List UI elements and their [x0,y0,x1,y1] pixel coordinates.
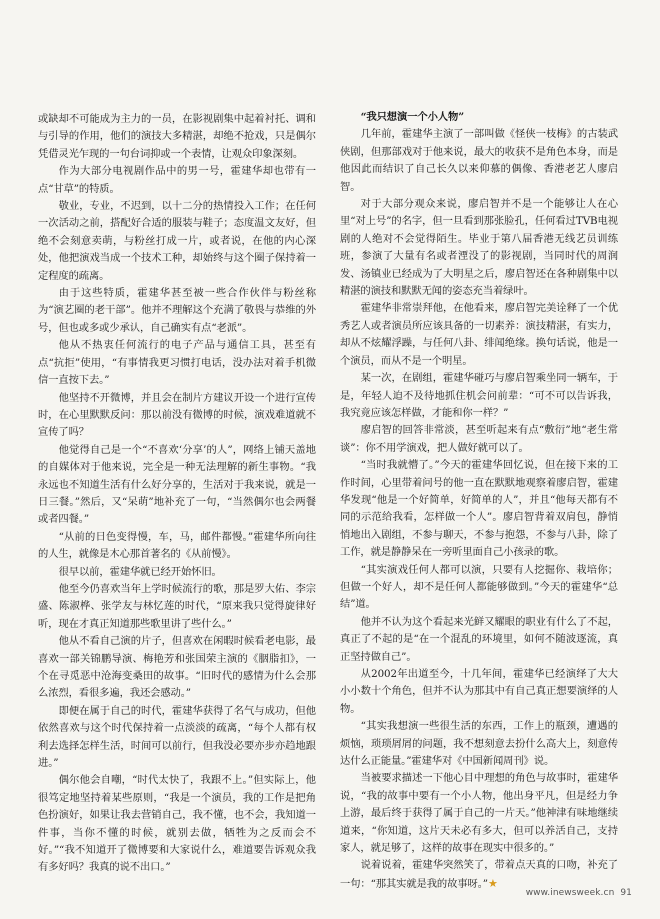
final-text: 说着说着，霍建华突然笑了，带着点天真的口吻，补充了一句：“那其实就是我的故事呀。” [340,859,618,890]
paragraph: 几年前，霍建华主演了一部叫做《怪侠一枝梅》的古装武侠剧，但那部戏对于他来说，最大的收获不是角色本身，而是他因此而结识了自己长久以来仰慕的偶像、香港老艺人廖启智。 [340,128,618,193]
paragraph: “从前的日色变得慢，车，马，邮件都慢。”霍建华所向往的人生，就像是木心那首著名的《从前慢》。 [38,530,316,561]
paragraph: 廖启智的回答非常淡，甚至听起来有点“敷衍”地“老生常谈”：你不用学演戏，把人做好就可以了。 [340,424,618,454]
paragraph: “其实演戏任何人都可以演，只要有人挖掘你、栽培你；但做一个好人，却不是任何人都能够做到。”今天的霍建华“总结”道。 [340,563,618,611]
site-url: www.inewsweek.cn [525,888,615,898]
paragraph: “当时我就懵了。”今天的霍建华回忆说，但在接下来的工作时间，心里带着问号的他一直在默默地观察着廖启智，霍建华发现“他是一个好简单，好简单的人”，并且“他每天都有不同的示范给我看，怎样做一个人”。廖启智背着双肩包，静悄悄地出入剧组，不参与聊天，不参与抱怨，不参与八卦，除了工作，就是静静呆在一旁听里面自己小孩录的歌。 [340,459,618,559]
paragraph: 从2002年出道至今，十几年间，霍建华已经演绎了大大小小数十个角色，但并不认为那其中有自己真正想要演绎的人物。 [340,668,618,715]
page-number: 91 [620,888,632,898]
paragraph: 很早以前，霍建华就已经开始怀旧。 [58,565,222,578]
paragraph: 作为大部分电视剧作品中的男一号，霍建华却也带有一点“甘草”的特质。 [38,165,316,195]
paragraph: 他并不认为这个看起来光鲜又耀眼的职业有什么了不起，真正了不起的是“在一个混乱的环境里，如何不随波逐流，真正坚持做自己”。 [340,615,618,663]
paragraph: 由于这些特质，霍建华甚至被一些合作伙伴与粉丝称为“演艺圈的老干部”。他并不理解这个充满了敬畏与恭维的外号，但也或多或少承认，自己确实有点“老派”。 [38,287,316,334]
end-mark-star-icon: ★ [487,876,498,890]
paragraph: 敬业，专业，不迟到，以十二分的热情投入工作；在任何一次活动之前，搭配好合适的服装与鞋子；态度温文友好，但绝不会刻意卖萌，与粉丝打成一片，或者说，在他的内心深处，他把演戏当成一个技术工种，却始终与这个圈子保持着一定程度的疏离。 [38,200,316,282]
paragraph: 某一次，在剧组，霍建华碰巧与廖启智乘坐同一辆车，于是，年轻人迫不及待地抓住机会问前辈：“可不可以告诉我，我究竟应该怎样做，才能和你一样？” [340,372,618,419]
page-footer [526,888,632,898]
paragraph: 即便在属于自己的时代，霍建华获得了名气与成功，但他依然喜欢与这个时代保持着一点淡淡的疏离，“每个人都有权利去选择怎样生活，时间可以前行，但我没必要亦步亦趋地跟进。” [38,704,316,770]
paragraph: 当被要求描述一下他心目中理想的角色与故事时，霍建华说，“我的故事中要有一个小人物，他出身平凡，但是经力争上游，最后终于获得了属于自己的一片天。”他神津有味地继续道来，“你知道，这片天未必有多大，但可以养活自己，支持家人，就足够了，这样的故事在现实中很多的。” [340,772,618,855]
paragraph: 他从不热衷任何流行的电子产品与通信工具，甚至有点“抗拒”使用，“有事情我更习惯打电话，没办法对着手机微信一直按下去。” [38,339,316,387]
left-column [38,111,316,877]
paragraph: 他至今仍喜欢当年上学时候流行的歌，那是罗大佑、李宗盛、陈淑桦、张学友与林忆莲的时代，“原来我只觉得旋律好听，现在才真正知道那些歌里讲了些什么。” [38,582,316,630]
paragraph: 偶尔他会自嘲，“时代太快了，我跟不上。”但实际上，他很笃定地坚持着某些原则，“我是一个演员，我的工作是把角色扮演好，如果让我去营销自己，我不懂，也不会，我知道一件事，当你不懂的时候，就别去做，牺牲为之反而会不好。”“我不知道开了微博要和大家说什么，难道要告诉观众我有多好吗？我真的说不出口。” [38,774,316,874]
paragraph: 对于大部分观众来说，廖启智并不是一个能够让人在心里“对上号”的名字，但一旦看到那张脸孔，任何看过TVB电视剧的人绝对不会觉得陌生。毕业于第八届香港无线艺员训练班，参演了大量有名或者湮没了的影视剧，当同时代的周润发、汤镇业已经成为了大明星之后，廖启智还在各种剧集中以精湛的演技和默默无闻的姿态充当着绿叶。 [340,198,618,298]
paragraph: 或缺却不可能成为主力的一员，在影视剧集中起着衬托、调和与引导的作用，他们的演技大多精湛，却绝不抢戏，只是偶尔凭借灵光乍现的一句台词抑或一个表情，让观众印象深刻。 [38,113,316,160]
section-heading: “我只想演一个小人物” [360,111,465,123]
paragraph: “其实我想演一些很生活的东西，工作上的瓶颈，遭遇的烦恼，琐琐屑屑的问题，我不想刻意去扮什么高大上，刻意传达什么正能量。”霍建华对《中国新闻周刊》说。 [340,720,618,768]
right-column [340,109,618,893]
paragraph: 他从不看自己演的片子，但喜欢在闲暇时候看老电影，最喜欢一部关锦鹏导演、梅艳芳和张国荣主演的《胭脂扣》，一个在寻觅恶中沧海变桑田的故事。“旧时代的感情为什么会那么浓烈，看很多遍，我还会感动。” [38,635,316,700]
paragraph: 霍建华非常崇拜他，在他看来，廖启智完美诠释了一个优秀艺人或者演员所应该具备的一切素养：演技精湛，有实力，却从不炫耀浮躁，与任何八卦、绯闻绝缘。换句话说，他是一个演员，而从不是一个明星。 [340,302,618,367]
paragraph: 他坚持不开微博，并且会在制片方建议开设一个进行宣传时，在心里默默反问：那以前没有微博的时候，演戏难道就不宣传了吗？ [38,391,316,439]
paragraph: 他觉得自己是一个“不喜欢‘分享’的人”，网络上铺天盖地的自媒体对于他来说，完全是一种无法理解的新生事物。“我永远也不知道生活有什么好分享的，生活对于我来说，就是一日三餐。”然后，又“呆萌”地补充了一句，“当然偶尔也会两餐或者四餐。” [38,443,316,526]
